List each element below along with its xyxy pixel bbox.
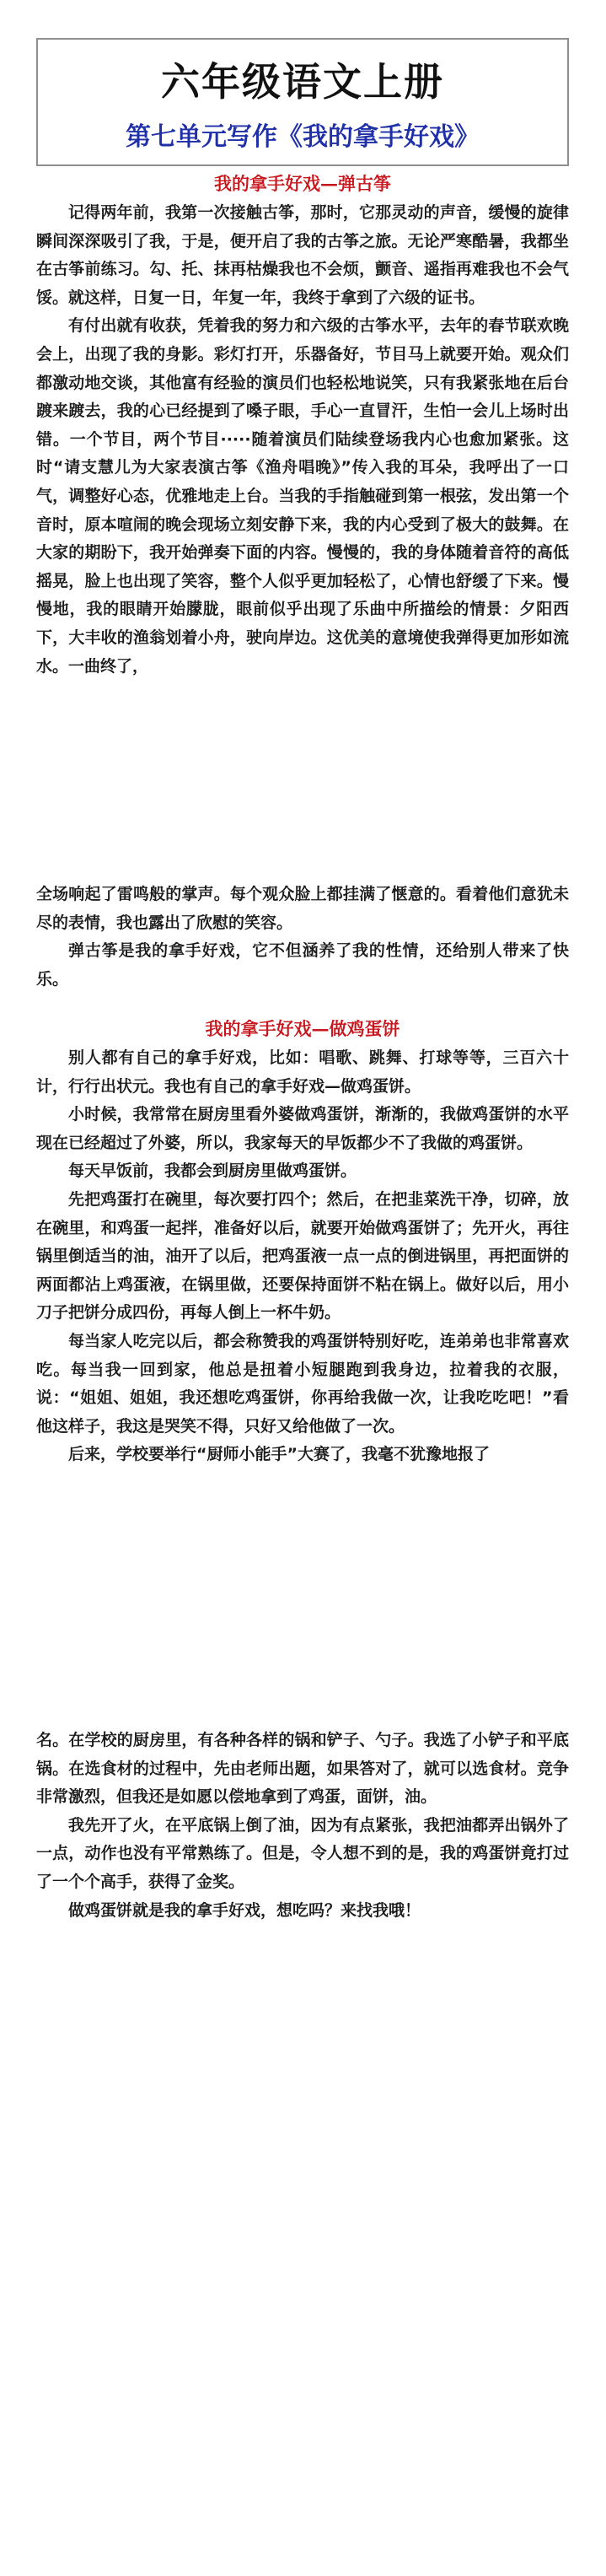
essay2-paragraph-2: 小时候，我常常在厨房里看外婆做鸡蛋饼，渐渐的，我做鸡蛋饼的水平现在已经超过了外婆，所以，我家每天的早饭都少不了我做的鸡蛋饼。: [36, 1105, 569, 1152]
essay1-paragraph-2: 有付出就有收获，凭着我的努力和六级的古筝水平，去年的春节联欢晚会上，出现了我的身影。彩灯打开，乐器备好，节目马上就要开始。观众们都激动地交谈，其他富有经验的演员们也轻松地说笑，只有我紧张地在后台踱来踱去，我的心已经提到了嗓子眼，手心一直冒汗，生怕一会儿上场时出错。一个节目，两个节目·····随着演员们陆续登场我内心也愈加紧张。这时“请支慧儿为大家表演古筝《渔舟唱晚》”传入我的耳朵，我呼出了一口气，调整好心态，优雅地走上台。当我的手指触碰到第一根弦，发出第一个音时，原本喧闹的晚会现场立刻安静下来，我的内心受到了极大的鼓舞。在大家的期盼下，我开始弹奏下面的内容。慢慢的，我的身体随着音符的高低摇晃，脸上也出现了笑容，整个人似乎更加轻松了，心情也舒缓了下来。慢慢地，我的眼睛开始朦胧，眼前似乎出现了乐曲中所描绘的情景：夕阳西下，大丰收的渔翁划着小舟，驶向岸边。这优美的意境使我弹得更加形如流水。一曲终了，: [36, 316, 569, 676]
essay2-paragraph-5: 每当家人吃完以后，都会称赞我的鸡蛋饼特别好吃，连弟弟也非常喜欢吃。每当我一回到家，他总是扭着小短腿跑到我身边，拉着我的衣服，说：“姐姐、姐姐，我还想吃鸡蛋饼，你再给我做一次，让我吃吃吧！”看他这样子，我这是哭笑不得，只好又给他做了一次。: [36, 1331, 569, 1436]
essay2-body-continued: [36, 1727, 569, 1925]
essay2-paragraph-6: 后来，学校要举行“厨师小能手”大赛了，我毫不犹豫地报了: [68, 1445, 490, 1464]
title-box: [36, 38, 569, 166]
essay2-paragraph-4: 先把鸡蛋打在碗里，每次要打四个；然后，在把韭菜洗干净，切碎，放在碗里，和鸡蛋一起拌，准备好以后，就要开始做鸡蛋饼了；先开火，再往锅里倒适当的油，油开了以后，把鸡蛋液一点一点的倒进锅里，再把面饼的两面都沾上鸡蛋液，在锅里做，还要保持面饼不粘在锅上。做好以后，用小刀子把饼分成四份，再每人倒上一杯牛奶。: [36, 1189, 569, 1323]
essay2-paragraph-6-continued: 名。在学校的厨房里，有各种各样的锅和铲子、勺子。我选了小铲子和平底锅。在选食材的过程中，先由老师出题，如果答对了，就可以选食材。竞争非常激烈，但我还是如愿以偿地拿到了鸡蛋，面饼，油。: [36, 1731, 569, 1807]
essay2-title: 我的拿手好戏—做鸡蛋饼: [205, 1018, 400, 1039]
essay1-paragraph-3: 弹古筝是我的拿手好戏，它不但涵养了我的性情，还给别人带来了快乐。: [36, 941, 569, 989]
essay1-title: 我的拿手好戏—弹古筝: [214, 173, 391, 194]
unit-subtitle: 第七单元写作《我的拿手好戏》: [126, 122, 480, 152]
essay1-paragraph-1: 记得两年前，我第一次接触古筝，那时，它那灵动的声音，缓慢的旋律瞬间深深吸引了我，于是，便开启了我的古筝之旅。无论严寒酷暑，我都坐在古筝前练习。勾、托、抹再枯燥我也不会烦，颤音、遥指再难我也不会气馁。就这样，日复一日，年复一年，我终于拿到了六级的证书。: [36, 203, 569, 307]
essay2-paragraph-7: 我先开了火，在平底锅上倒了油，因为有点紧张，我把油都弄出锅外了一点，动作也没有平常熟练了。但是，令人想不到的是，我的鸡蛋饼竟打过了一个个高手，获得了金奖。: [36, 1815, 569, 1891]
essay2-paragraph-8: 做鸡蛋饼就是我的拿手好戏，想吃吗？来找我哦！: [68, 1900, 421, 1920]
essay1-paragraph-2-continued: 全场响起了雷鸣般的掌声。每个观众脸上都挂满了惬意的。看着他们意犹未尽的表情，我也露出了欣慰的笑容。: [36, 885, 569, 932]
essay2-paragraph-1: 别人都有自己的拿手好戏，比如：唱歌、跳舞、打球等等，三百六十计，行行出状元。我也有自己的拿手好戏—做鸡蛋饼。: [36, 1048, 569, 1096]
essay2-body: [36, 1044, 569, 1469]
essay1-body: [36, 199, 569, 681]
page-title: 六年级语文上册: [161, 59, 444, 105]
essay1-body-continued: [36, 881, 569, 994]
essay2-paragraph-3: 每天早饭前，我都会到厨房里做鸡蛋饼。: [68, 1161, 357, 1181]
